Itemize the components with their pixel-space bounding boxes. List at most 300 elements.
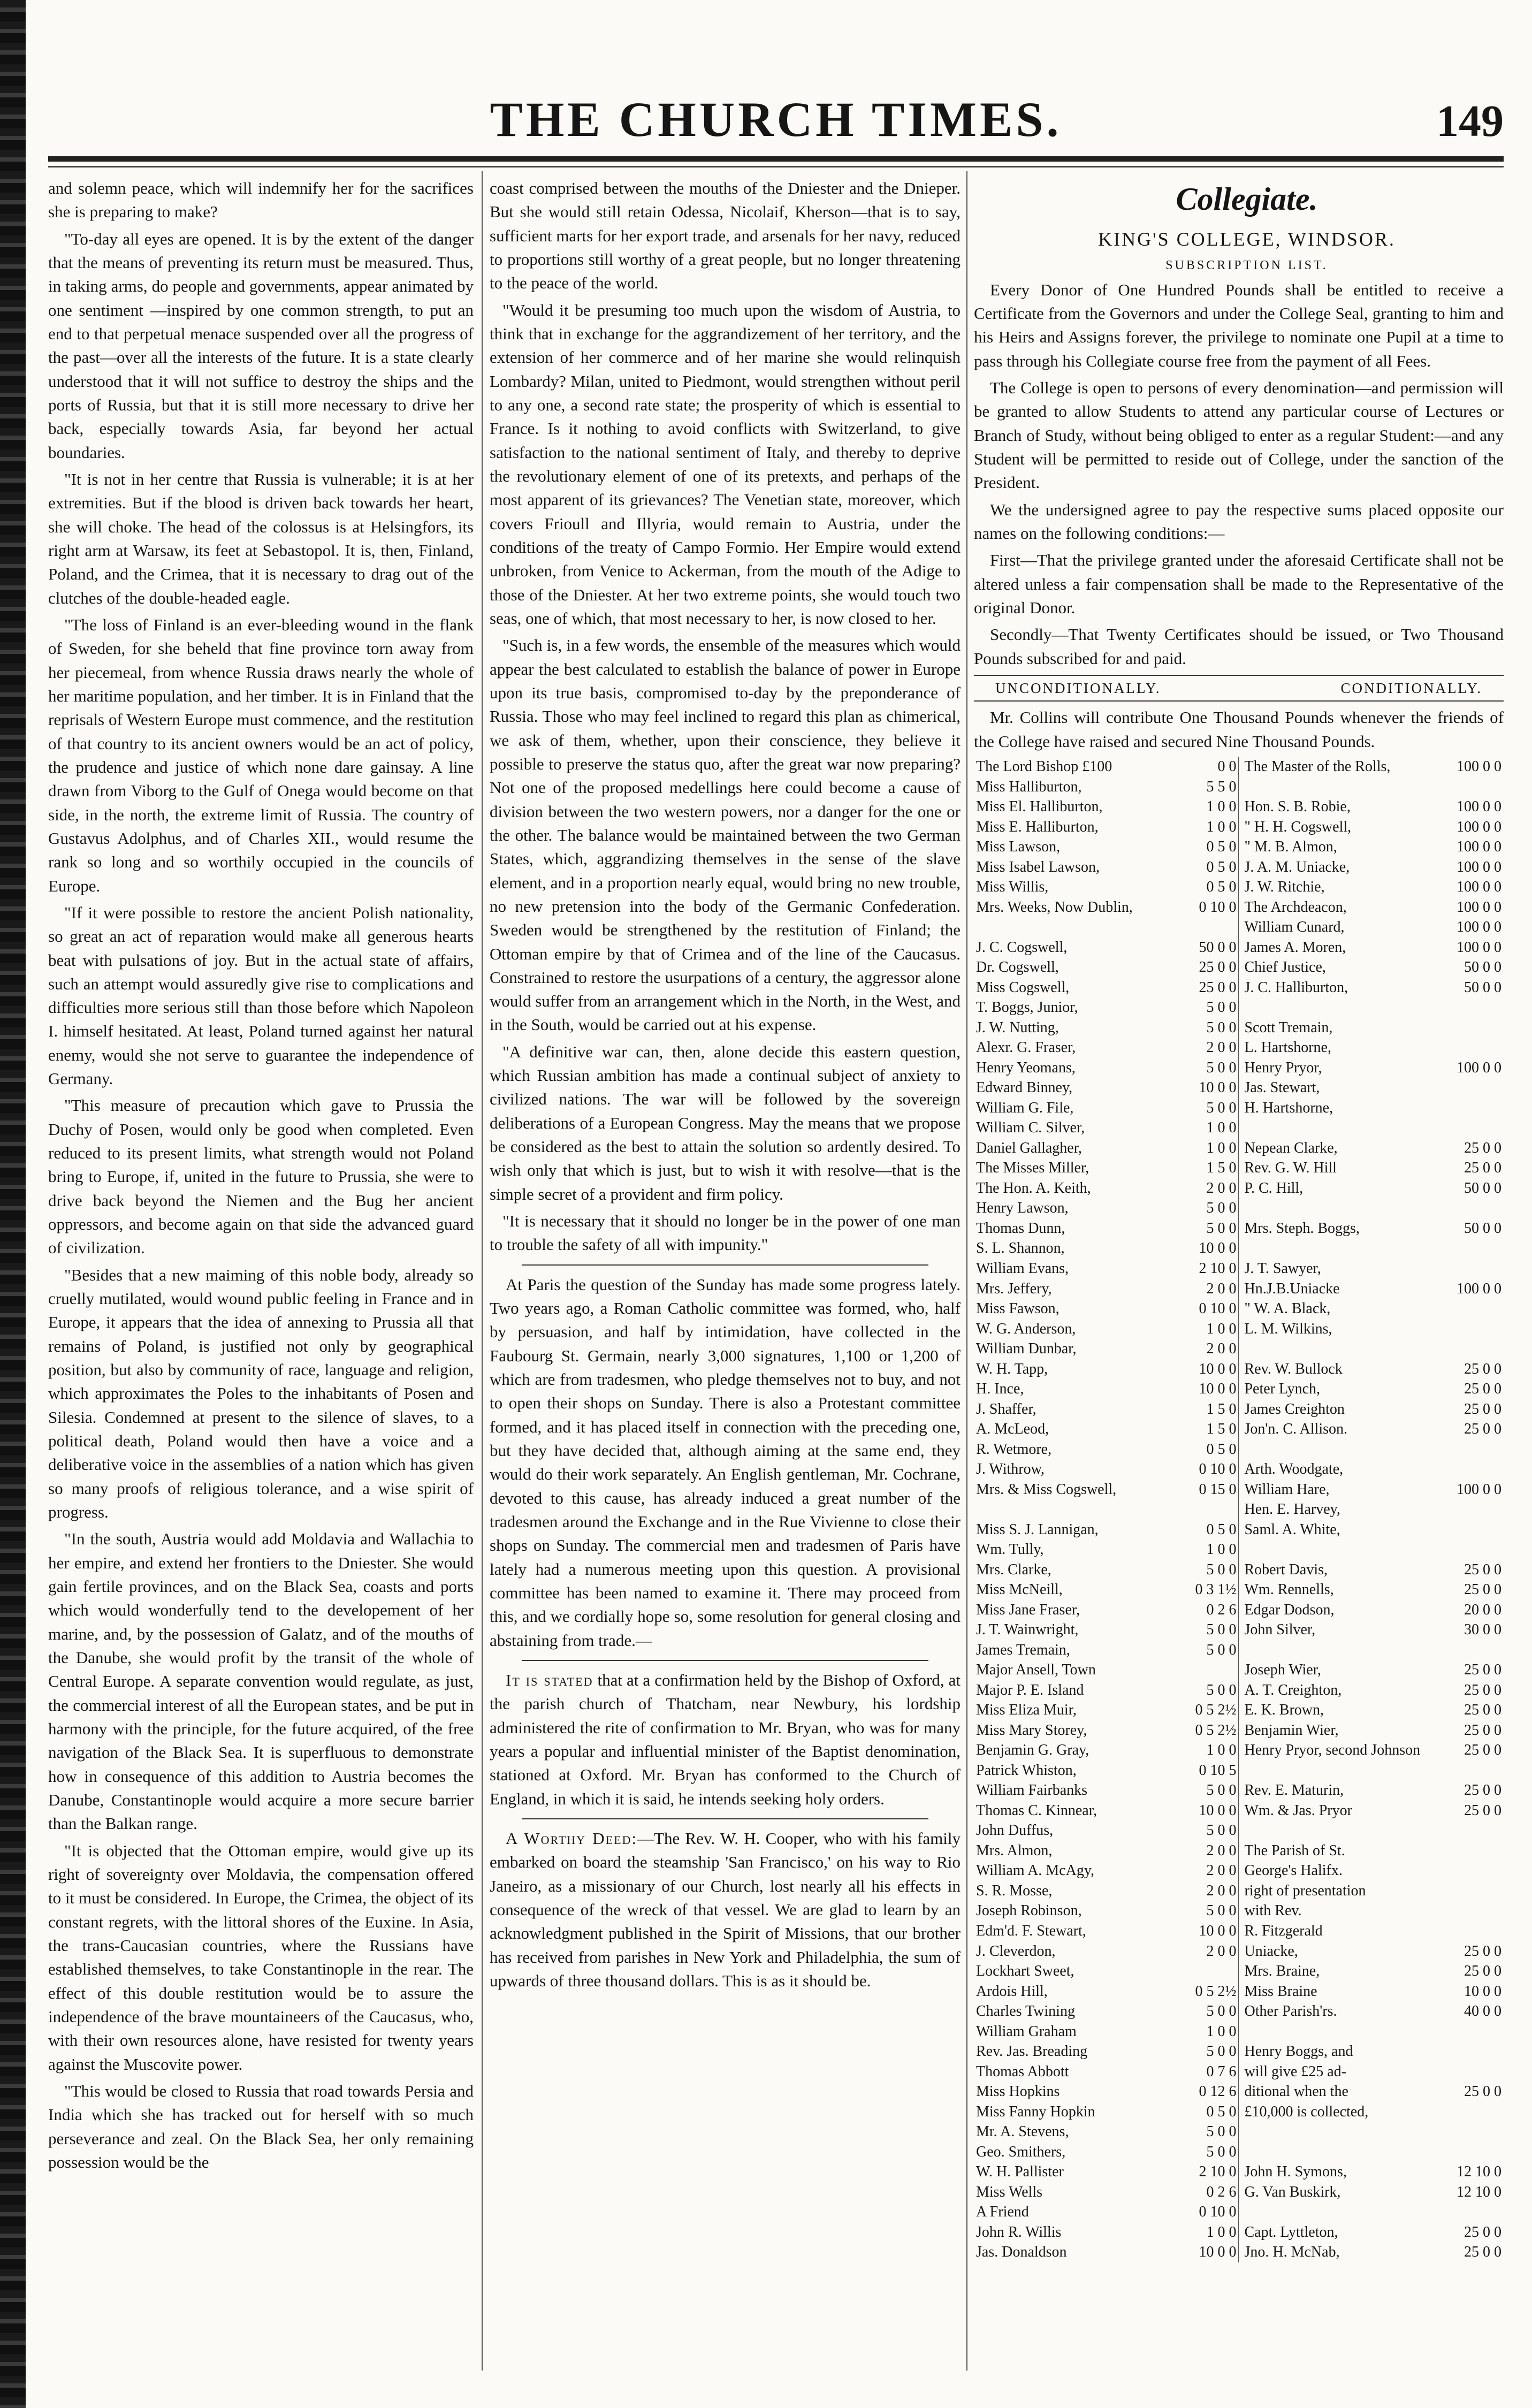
subscriber-amount: 0 5 0 <box>1175 1520 1239 1540</box>
subscriber-amount: 25 0 0 <box>1464 1662 1501 1679</box>
table-row <box>974 1218 1504 1239</box>
subscriber-name: H. Hartshorne, <box>1244 1099 1333 1116</box>
table-row <box>974 1118 1504 1138</box>
subscriber-amount <box>1175 1961 1239 1982</box>
subscriber-name: Rev. W. Bullock <box>1244 1360 1343 1377</box>
subscriber-table <box>974 757 1504 2262</box>
subscriber-name: Benjamin Wier, <box>1244 1721 1339 1739</box>
subscriber-amount <box>1440 2062 1504 2082</box>
subscriber-amount: 5 0 0 <box>1175 1058 1239 1078</box>
table-row <box>974 1459 1504 1480</box>
section-divider <box>522 1660 928 1661</box>
subscriber-amount: 25 0 0 <box>1464 1421 1501 1438</box>
subscriber-amount: 40 0 0 <box>1464 2003 1501 2020</box>
subscriber-amount: 2 10 0 <box>1175 1259 1239 1279</box>
table-row <box>974 2082 1504 2102</box>
subscriber-name: William G. File, <box>976 1099 1074 1116</box>
table-row <box>974 1901 1504 1921</box>
subscriber-name: Henry Lawson, <box>976 1200 1069 1217</box>
subscriber-name: Rev. G. W. Hill <box>1244 1160 1337 1177</box>
subscriber-amount: 2 0 0 <box>1175 1038 1239 1058</box>
table-row <box>974 1700 1504 1720</box>
subscriber-amount: 1 0 0 <box>1175 2022 1239 2042</box>
subscriber-amount: 1 0 0 <box>1175 2222 1239 2243</box>
subscriber-amount: 0 10 0 <box>1175 1459 1239 1480</box>
subscriber-name: Miss Cogswell, <box>976 979 1070 996</box>
article-paragraph: "To-day all eyes are opened. It is by the extent of the danger that the means of preventing its return must be measured. Thus, in taking arms, do people and governments, appear animated by one sentiment —inspired by one common strength, to put an end to that perpetual menace suspended over all the progress of the past—over all the interests of the future. It is a state clearly understood that it will not suffice to destroy the ships and the ports of Russia, but that it is still more necessary to drive her back, especially towards Asia, far beyond her actual boundaries. <box>48 229 474 462</box>
masthead-rule-thin <box>48 166 1504 167</box>
subscriber-amount <box>1440 1901 1504 1921</box>
subscriber-name: ditional when the <box>1244 2083 1348 2100</box>
subscriber-amount <box>1440 1339 1504 1359</box>
table-row <box>974 1319 1504 1339</box>
subscriber-name: will give £25 ad- <box>1244 2063 1347 2080</box>
article-paragraph: and solemn peace, which will indemnify her for the sacrifices she is preparing to make? <box>48 179 474 222</box>
subscriber-name <box>1239 1761 1440 1781</box>
subscriber-name: The Hon. A. Keith, <box>976 1179 1091 1197</box>
table-row <box>974 1961 1504 1982</box>
subscriber-name: Hen. E. Harvey, <box>1244 1501 1340 1518</box>
article-paragraph: "The loss of Finland is an ever-bleeding wound in the flank of Sweden, for she beheld that fine province torn away from her piecemeal, from whence Russia draws nearly the whole of her maritime population, and her timber. It is in Finland that the reprisals of Western Europe must commence, and the restitution of that country to its ancient owners would be an act of policy, the prudence and justice of which none dare gainsay. A line drawn from Viborg to the Gulf of Onega would become on that side, in the north, the extreme limit of Russia. The country of Gustavus Adolphus, and of Charles XII., would resume the rank so long and so worthily occupied in the councils of Europe. <box>48 615 474 895</box>
subscriber-name: H. Ince, <box>976 1381 1024 1398</box>
table-row <box>974 1238 1504 1259</box>
table-row <box>974 1038 1504 1058</box>
intro-paragraph: Secondly—That Twenty Certificates should be issued, or Two Thousand Pounds subscribed for and paid. <box>974 625 1504 668</box>
subscriber-amount: 1 0 0 <box>1175 1118 1239 1138</box>
table-row <box>974 1299 1504 1319</box>
list-title: SUBSCRIPTION LIST. <box>1165 258 1328 273</box>
subscriber-amount: 5 5 0 <box>1175 777 1239 797</box>
subscriber-name: George's Halifx. <box>1244 1862 1343 1879</box>
subscriber-name: " H. H. Cogswell, <box>1244 818 1352 835</box>
subscriber-amount: 50 0 0 <box>1464 979 1501 996</box>
subscriber-amount <box>1440 1499 1504 1520</box>
article-column-1 <box>48 177 474 2371</box>
subscriber-amount <box>1175 917 1239 938</box>
subscriber-name: £10,000 is collected, <box>1244 2103 1369 2120</box>
subscriber-name: Arth. Woodgate, <box>1244 1461 1344 1478</box>
subscriber-name: Wm. Tully, <box>976 1541 1044 1558</box>
subscriber-amount: 10 0 0 <box>1175 1359 1239 1380</box>
newspaper-title: THE CHURCH TIMES. <box>490 92 1062 147</box>
subscriber-name <box>1239 2142 1440 2162</box>
subscriber-name: J. Cleverdon, <box>976 1942 1056 1960</box>
subscriber-amount <box>1440 1259 1504 1279</box>
subscriber-amount <box>1440 2202 1504 2222</box>
subscriber-amount: 1 5 0 <box>1175 1419 1239 1439</box>
subscriber-amount: 0 5 2½ <box>1175 1982 1239 2002</box>
subscriber-name: L. M. Wilkins, <box>1244 1320 1332 1337</box>
subscriber-name: John Silver, <box>1244 1621 1316 1639</box>
subscriber-name: John Duffus, <box>976 1822 1054 1839</box>
subscriber-amount: 100 0 0 <box>1457 919 1501 936</box>
table-row <box>974 2062 1504 2082</box>
subscriber-name: The Master of the Rolls, <box>1244 758 1391 775</box>
subscriber-name: Chief Justice, <box>1244 959 1326 976</box>
section-heading: Collegiate. <box>1176 181 1318 217</box>
subscriber-name: The Parish of St. <box>1244 1842 1345 1859</box>
subscriber-name: Miss Fawson, <box>976 1300 1060 1317</box>
subscriber-amount: 0 5 0 <box>1175 1439 1239 1460</box>
subscriber-amount: 100 0 0 <box>1457 898 1501 916</box>
table-row <box>974 1841 1504 1861</box>
table-row <box>974 978 1504 998</box>
table-row <box>974 777 1504 797</box>
subscriber-name: William Fairbanks <box>976 1782 1088 1799</box>
subscriber-amount: 25 0 0 <box>1175 978 1239 998</box>
subscriber-amount: 100 0 0 <box>1457 839 1501 856</box>
table-row <box>974 1720 1504 1741</box>
table-row <box>974 1399 1504 1420</box>
subscriber-name: W. H. Tapp, <box>976 1360 1048 1377</box>
subscriber-amount: 0 10 5 <box>1175 1761 1239 1781</box>
subscriber-amount: 100 0 0 <box>1457 1280 1501 1297</box>
subscriber-name: Henry Yeomans, <box>976 1059 1076 1076</box>
subscriber-amount: 25 0 0 <box>1175 957 1239 978</box>
subscriber-name: Joseph Robinson, <box>976 1902 1082 1919</box>
subscriber-name <box>1239 1540 1440 1560</box>
subscriber-name <box>1239 1198 1440 1218</box>
article-paragraph: "Such is, in a few words, the ensemble of the measures which would appear the best calculated to establish the balance of power in Europe upon its true basis, compromised to-day by the preponderance of Russia. Those who may feel inclined to regard this plan as chimerical, we ask of them, whether, upon their conscience, they believe it possible to preserve the status quo, after the great war now preparing? Not one of the proposed medellings here could become a cause of division between the two western powers, nor a danger for the one or the other. The balance would be maintained between the two German States, which, aggrandizing themselves in the sense of the slave element, and in a proportion nearly equal, would bring no new trouble, no new pretension into the body of the Germanic Confederation. Sweden would be strengthened by the restitution of Finland; the Ottoman empire by that of Crimea and of the line of the Caucasus. Constrained to restore the usurpations of a century, the aggressor alone would suffer from an arrangement which in the North, in the West, and in the South, would be carried out at his expense. <box>490 636 961 1034</box>
subscriber-name: Thomas Abbott <box>976 2063 1069 2080</box>
subscriber-name: Rev. Jas. Breading <box>976 2043 1088 2060</box>
subscriber-amount: 10 0 0 <box>1175 2242 1239 2262</box>
subscriber-amount <box>1440 2041 1504 2062</box>
subscriber-name: Alexr. G. Fraser, <box>976 1039 1076 1056</box>
column-divider <box>482 171 483 2371</box>
subscriber-amount: 1 5 0 <box>1175 1158 1239 1178</box>
subscriber-amount: 25 0 0 <box>1464 1360 1501 1377</box>
subscriber-name <box>1239 1238 1440 1259</box>
subscriber-name: Mrs. Braine, <box>1244 1963 1320 1980</box>
subscriber-amount <box>1440 2142 1504 2162</box>
subscriber-amount: 1 0 0 <box>1175 1540 1239 1560</box>
article-paragraph: "Besides that a new maiming of this noble body, already so cruelly mutilated, would wound public feeling in France and in Europe, it appears that the idea of annexing to Prussia all that remains of Poland, is justified not only by geographical position, but also by community of race, language and religion, which approximates the Poles to the inhabitants of Posen and Silesia. Condemned at present to the silence of slaves, to a political death, Poland would then have a voice and a deliberative voice in the assemblies of a nation which has given so many proofs of religious tolerance, and a wise spirit of progress. <box>48 1265 474 1522</box>
subscriber-name: G. Van Buskirk, <box>1244 2183 1341 2200</box>
subscriber-amount: 10 0 0 <box>1175 1078 1239 1098</box>
subscriber-name: Other Parish'rs. <box>1244 2003 1337 2020</box>
article-paragraph: "It is necessary that it should no longer be in the power of one man to trouble the safety of all with impunity." <box>490 1211 961 1254</box>
subscriber-amount <box>1440 1299 1504 1319</box>
table-row <box>974 1680 1504 1701</box>
subscriber-name: Mr. A. Stevens, <box>976 2123 1069 2140</box>
subscriber-amount <box>1440 2122 1504 2142</box>
subscriber-name: Miss El. Halliburton, <box>976 798 1103 816</box>
confirmation-paragraph <box>490 1668 961 1811</box>
subscriber-amount <box>1440 1459 1504 1480</box>
subscriber-name: Thomas C. Kinnear, <box>976 1802 1097 1819</box>
subscriber-name: Edm'd. F. Stewart, <box>976 1923 1086 1939</box>
subscriber-amount: 0 2 6 <box>1175 2182 1239 2203</box>
table-row <box>974 857 1504 878</box>
subscriber-name: Jas. Stewart, <box>1244 1079 1320 1096</box>
subscriber-name: R. Fitzgerald <box>1244 1923 1323 1939</box>
article-column-2 <box>490 177 961 2371</box>
subscriber-amount: 25 0 0 <box>1464 2083 1501 2100</box>
subscriber-name: J. Shaffer, <box>976 1400 1036 1418</box>
subscriber-name: " M. B. Almon, <box>1244 839 1337 856</box>
subscriber-amount <box>1175 1660 1239 1680</box>
intro-paragraph: We the undersigned agree to pay the respective sums placed opposite our names on the following conditions:— <box>974 500 1504 543</box>
article-paragraph: "A definitive war can, then, alone decide this eastern question, which Russian ambition has made a continual subject of anxiety to civilized nations. The war will be followed by the sovereign deliberations of a European Congress. May the means that we propose be considered as the best to attain the solution so ardently desired. To wish only that which is just, but to wish it with resolve—that is the simple secret of a provident and firm policy. <box>490 1042 961 1203</box>
subscriber-amount: 100 0 0 <box>1457 818 1501 835</box>
subscriber-amount <box>1440 1520 1504 1540</box>
subscriber-amount: 1 0 0 <box>1175 1138 1239 1159</box>
table-row <box>974 897 1504 918</box>
subscriber-amount: 0 5 2½ <box>1175 1720 1239 1741</box>
table-row <box>974 797 1504 817</box>
subscriber-name: William Graham <box>976 2023 1077 2040</box>
subscriber-amount <box>1440 1640 1504 1660</box>
subscriber-amount: 10 0 0 <box>1175 1801 1239 1821</box>
table-row <box>974 2041 1504 2062</box>
subscriber-amount <box>1440 1861 1504 1881</box>
subscriber-amount <box>1440 1319 1504 1339</box>
subscriber-amount: 50 0 0 <box>1175 938 1239 958</box>
subscriber-amount <box>1440 1038 1504 1058</box>
subscriber-amount: 10 0 0 <box>1464 1983 1501 2000</box>
subscriber-name: James A. Moren, <box>1244 939 1346 956</box>
subscriber-amount: 100 0 0 <box>1457 758 1501 775</box>
article-paragraph: "It is not in her centre that Russia is vulnerable; it is at her extremities. But if the blood is driven back towards her heart, she will choke. The head of the colossus is at Helsingfors, its right arm at Warsaw, its feet at Sebastopol. It is, then, Finland, Poland, and the Crimea, that it is necessary to drag out of the clutches of the double-headed eagle. <box>48 469 474 607</box>
lead-in: It is stated <box>506 1671 593 1690</box>
subscriber-amount: 0 10 0 <box>1175 897 1239 918</box>
subscriber-name <box>1239 1820 1440 1841</box>
subscriber-name: J. Withrow, <box>976 1461 1045 1478</box>
subscriber-name: P. C. Hill, <box>1244 1179 1304 1197</box>
subscriber-name: Rev. E. Maturin, <box>1244 1782 1344 1799</box>
subscriber-amount <box>1440 1078 1504 1098</box>
subscriber-name <box>1239 1640 1440 1660</box>
table-row <box>974 1058 1504 1078</box>
subscriber-amount <box>1440 1238 1504 1259</box>
subscriber-amount: 25 0 0 <box>1464 1702 1501 1719</box>
table-row <box>974 1520 1504 1540</box>
table-row <box>974 1480 1504 1500</box>
subscriber-name: Miss Eliza Muir, <box>976 1702 1077 1719</box>
subscriber-name: A. T. Creighton, <box>1244 1681 1342 1698</box>
subscriber-name: John R. Willis <box>976 2223 1062 2241</box>
subscriber-amount: 25 0 0 <box>1464 1802 1501 1819</box>
subscriber-amount: 0 7 6 <box>1175 2062 1239 2082</box>
subscriber-amount: 5 0 0 <box>1175 1198 1239 1218</box>
subscriber-name: J. W. Ritchie, <box>1244 879 1325 896</box>
table-row <box>974 2242 1504 2262</box>
subscriber-amount <box>1440 997 1504 1018</box>
collegiate-column <box>974 177 1504 2371</box>
subscriber-name: Mrs. Almon, <box>976 1842 1053 1859</box>
subscriber-name <box>974 1499 1175 1520</box>
subscriber-name: Major Ansell, Town <box>976 1662 1096 1679</box>
table-row <box>974 1018 1504 1038</box>
subscriber-amount: 5 0 0 <box>1175 1560 1239 1580</box>
subscriber-amount: 100 0 0 <box>1457 798 1501 816</box>
paragraph-body: that at a confirmation held by the Bishop of Oxford, at the parish church of Thatcham, near Newbury, his lordship administered the rite of confirmation to Mr. Bryan, who was for many years a popular and influential minister of the Baptist denomination, stationed at Oxford. Mr. Bryan has conformed to the Church of England, in which it is said, he intends seeking holy orders. <box>490 1671 961 1808</box>
subscriber-name: Daniel Gallagher, <box>976 1139 1082 1156</box>
table-row <box>974 1499 1504 1520</box>
subscriber-amount: 25 0 0 <box>1464 1963 1501 1980</box>
subscriber-name: J. T. Sawyer, <box>1244 1260 1321 1277</box>
table-row <box>974 2222 1504 2243</box>
subscriber-amount: 0 5 0 <box>1175 877 1239 897</box>
subscriber-amount: 25 0 0 <box>1464 2244 1501 2261</box>
section-divider <box>522 1264 928 1266</box>
subscriber-amount: 0 15 0 <box>1175 1480 1239 1500</box>
subscriber-amount: 25 0 0 <box>1464 1139 1501 1156</box>
subscriber-name: William C. Silver, <box>976 1119 1085 1137</box>
subscriber-name: William Dunbar, <box>976 1340 1077 1358</box>
subscriber-amount: 5 0 0 <box>1175 1640 1239 1660</box>
table-row <box>974 1600 1504 1620</box>
table-row <box>974 1580 1504 1600</box>
subscriber-name: Hon. S. B. Robie, <box>1244 798 1351 816</box>
table-row <box>974 1540 1504 1560</box>
subscriber-amount: 0 5 2½ <box>1175 1700 1239 1720</box>
subscriber-amount: 100 0 0 <box>1457 858 1501 875</box>
subscriber-name: Dr. Cogswell, <box>976 959 1059 976</box>
deed-paragraph <box>490 1827 961 1993</box>
sunday-paragraph: At Paris the question of the Sunday has made some progress lately. Two years ago, a Roman Catholic committee was formed, who, half by persuasion, and half by intimidation, have collected in the Faubourg St. Germain, nearly 3,000 signatures, 1,100 or 1,200 of which are from tradesmen, who pledge themselves not to buy, and not to open their shops on Sunday. There is also a Protestant committee formed, and it has placed itself in connection with the preceding one, but they have decided that, although aiming at the same end, they would do their work separately. An English gentleman, Mr. Cochrane, devoted to this cause, has already induced a great number of the tradesmen around the Exchange and in the Rue Vivienne to close their shops on Sunday. The commercial men and tradesmen of Paris have lately had a numerous meeting upon this question. A provisional committee has been named to examine it. There may proceed from this, and we cordially hope so, some resolution for general closing and abstaining from trade.— <box>490 1275 961 1650</box>
subscriber-name: S. L. Shannon, <box>976 1240 1065 1257</box>
table-row <box>974 1620 1504 1640</box>
subscriber-amount: 5 0 0 <box>1175 2122 1239 2142</box>
subscriber-name: Capt. Lyttleton, <box>1244 2223 1338 2241</box>
subscriber-amount <box>1175 1499 1239 1520</box>
subscriber-amount: 1 0 0 <box>1175 797 1239 817</box>
subscriber-amount: 2 0 0 <box>1175 1881 1239 1901</box>
unconditionally-label: UNCONDITIONALLY. <box>995 680 1161 696</box>
table-row <box>974 1419 1504 1439</box>
subscriber-amount <box>1440 1439 1504 1460</box>
subscriber-name: Edgar Dodson, <box>1244 1601 1335 1618</box>
subscriber-amount: 5 0 0 <box>1175 1098 1239 1118</box>
subscriber-name: Henry Pryor, second Johnson <box>1244 1742 1421 1759</box>
subscriber-name: Miss Fanny Hopkin <box>976 2103 1095 2120</box>
subscriber-amount: 5 0 0 <box>1175 2041 1239 2062</box>
subscriber-amount: 0 3 1½ <box>1175 1580 1239 1600</box>
subscriber-name: Jas. Donaldson <box>976 2244 1067 2261</box>
subscriber-amount: 100 0 0 <box>1457 1481 1501 1498</box>
table-row <box>974 877 1504 897</box>
subscriber-name: Miss Jane Fraser, <box>976 1601 1080 1618</box>
table-row <box>974 1379 1504 1399</box>
subscriber-name: Edward Binney, <box>976 1079 1073 1096</box>
subscriber-amount: 25 0 0 <box>1464 1742 1501 1759</box>
subscriber-name <box>1239 2202 1440 2222</box>
article-paragraph: "It is objected that the Ottoman empire, would give up its right of sovereignty over Moldavia, the compensation offered to it must be considered. In Europe, the Crimea, the object of its constant regrets, with the littoral shores of the Euxine. In Asia, the trans-Caucasian countries, where the Russians have established themselves, to take Constantinople in the rear. The effect of this double restitution would be to assure the independence of the brave mountaineers of the Caucasus, who, with their own resources alone, have resisted for twenty years against the Muscovite power. <box>48 1841 474 2074</box>
subscriber-amount: 1 0 0 <box>1175 817 1239 837</box>
article-paragraph: "If it were possible to restore the ancient Polish nationality, so great an act of reparation would make all generous hearts beat with pulsations of joy. But in the actual state of affairs, such an attempt would assuredly give rise to complications and difficulties more serious still than those before which Napoleon I. himself hesitated. At least, Poland turned against her natural enemy, would she not serve to guarantee the independence of Germany. <box>48 903 474 1088</box>
table-row <box>974 1279 1504 1299</box>
subscriber-amount: 12 10 0 <box>1457 2183 1501 2200</box>
table-row <box>974 1339 1504 1359</box>
subscriber-name: Ardois Hill, <box>976 1983 1048 2000</box>
subscriber-amount: 2 0 0 <box>1175 1178 1239 1199</box>
subscriber-name <box>1239 1439 1440 1460</box>
lead-in: A Worthy Deed: <box>506 1828 638 1848</box>
subscriber-name: W. G. Anderson, <box>976 1320 1076 1337</box>
subscriber-name: Henry Boggs, and <box>1244 2043 1353 2060</box>
subscriber-amount: 25 0 0 <box>1464 1942 1501 1960</box>
table-row <box>974 1820 1504 1841</box>
subscriber-amount <box>1440 1018 1504 1038</box>
table-row <box>974 1178 1504 1199</box>
subscriber-name <box>1239 1339 1440 1359</box>
subscriber-amount: 50 0 0 <box>1464 1220 1501 1237</box>
article-paragraph: "This would be closed to Russia that road towards Persia and India which she has tracked out for herself with so much perseverance and zeal. On the Black Sea, her only remaining possession would be the <box>48 2081 474 2171</box>
subscriber-name: Miss S. J. Lannigan, <box>976 1521 1099 1538</box>
subscriber-name: Uniacke, <box>1244 1942 1298 1960</box>
subscriber-name <box>1239 2122 1440 2142</box>
subscription-header <box>974 675 1504 702</box>
table-row <box>974 1761 1504 1781</box>
subscriber-name: S. R. Mosse, <box>976 1882 1053 1899</box>
subscriber-amount: 25 0 0 <box>1464 1681 1501 1698</box>
subscriber-name: Miss Lawson, <box>976 839 1061 856</box>
subscriber-name: William A. McAgy, <box>976 1862 1095 1879</box>
table-row <box>974 757 1504 777</box>
subscriber-name: J. T. Wainwright, <box>976 1621 1079 1639</box>
subscriber-name: J. A. M. Uniacke, <box>1244 858 1350 875</box>
subscriber-amount: 25 0 0 <box>1464 1400 1501 1418</box>
subscriber-name: J. C. Cogswell, <box>976 939 1068 956</box>
table-row <box>974 1982 1504 2002</box>
subscriber-amount: 5 0 0 <box>1175 1820 1239 1841</box>
table-row <box>974 817 1504 837</box>
subscriber-amount: 2 0 0 <box>1175 1861 1239 1881</box>
subscriber-name: Patrick Whiston, <box>976 1762 1077 1779</box>
subscriber-name: Wm. & Jas. Pryor <box>1244 1802 1352 1819</box>
subscriber-name: Miss Isabel Lawson, <box>976 858 1100 875</box>
subscriber-name: J. W. Nutting, <box>976 1019 1059 1036</box>
subscriber-amount: 0 10 0 <box>1175 2202 1239 2222</box>
subscriber-name: William Evans, <box>976 1260 1069 1277</box>
table-row <box>974 1359 1504 1380</box>
table-row <box>974 2162 1504 2182</box>
intro-paragraph: Every Donor of One Hundred Pounds shall be entitled to receive a Certificate from the Governors and under the College Seal, granting to him and his Heirs and Assigns forever, the privilege to nominate one Pupil at a time to pass through his Collegiate course free from the payment of all Fees. <box>974 280 1504 370</box>
subscriber-amount: 10 0 0 <box>1175 1921 1239 1941</box>
table-row <box>974 1439 1504 1460</box>
subscriber-name: Lockhart Sweet, <box>976 1963 1074 1980</box>
subscriber-name: The Lord Bishop £100 <box>976 758 1112 775</box>
subscriber-name: Scott Tremain, <box>1244 1019 1333 1036</box>
article-paragraph: "In the south, Austria would add Moldavia and Wallachia to her empire, and extend her frontiers to the Dniester. She would gain fertile provinces, and on the Black Sea, coasts and ports which would wonderfully tend to the developement of her marine, and, by the possession of Galatz, and of the mouths of the Danube, she would profit by the transit of the whole of Central Europe. A separate convention would regulate, as just, the commercial interest of all the European states, and be put in harmony with the principle, for the future acquired, of the free navigation of the Black Sea. It is superfluous to demonstrate how in consequence of this addition to Austria becomes the Danube, Constantinople would acquire a more secure barrier than the Balkan range. <box>48 1529 474 1833</box>
subscriber-amount: 2 0 0 <box>1175 1279 1239 1299</box>
subscriber-amount: 0 5 0 <box>1175 857 1239 878</box>
section-divider <box>522 1818 928 1819</box>
subscriber-amount: 10 0 0 <box>1175 1238 1239 1259</box>
table-row <box>974 1198 1504 1218</box>
subscriber-name <box>1239 777 1440 797</box>
subscriber-name: Charles Twining <box>976 2003 1075 2020</box>
subscriber-amount: 12 10 0 <box>1457 2163 1501 2181</box>
subscriber-name: Benjamin G. Gray, <box>976 1742 1089 1759</box>
subscriber-name: William Cunard, <box>1244 919 1345 936</box>
table-row <box>974 1801 1504 1821</box>
masthead <box>48 80 1504 150</box>
table-row <box>974 2182 1504 2203</box>
conditionally-label: CONDITIONALLY. <box>1340 680 1482 696</box>
table-row <box>974 1138 1504 1159</box>
subscriber-name: A. McLeod, <box>976 1421 1049 1438</box>
subscriber-name: R. Wetmore, <box>976 1441 1052 1458</box>
table-row <box>974 2022 1504 2042</box>
subscriber-amount: 0 5 0 <box>1175 837 1239 857</box>
table-row <box>974 2001 1504 2022</box>
subscriber-name: Mrs. & Miss Cogswell, <box>976 1481 1117 1498</box>
article-paragraph: "This measure of precaution which gave to Prussia the Duchy of Posen, would only be good when completed. Even reduced to its present limits, what strength would not Poland bring to Europe, if, united in the future to Prussia, she were to drive back beyond the Niemen and the Bug her ancient oppressors, and become again on that side the advanced guard of civilization. <box>48 1096 474 1258</box>
subscriber-amount: 100 0 0 <box>1457 1059 1501 1076</box>
